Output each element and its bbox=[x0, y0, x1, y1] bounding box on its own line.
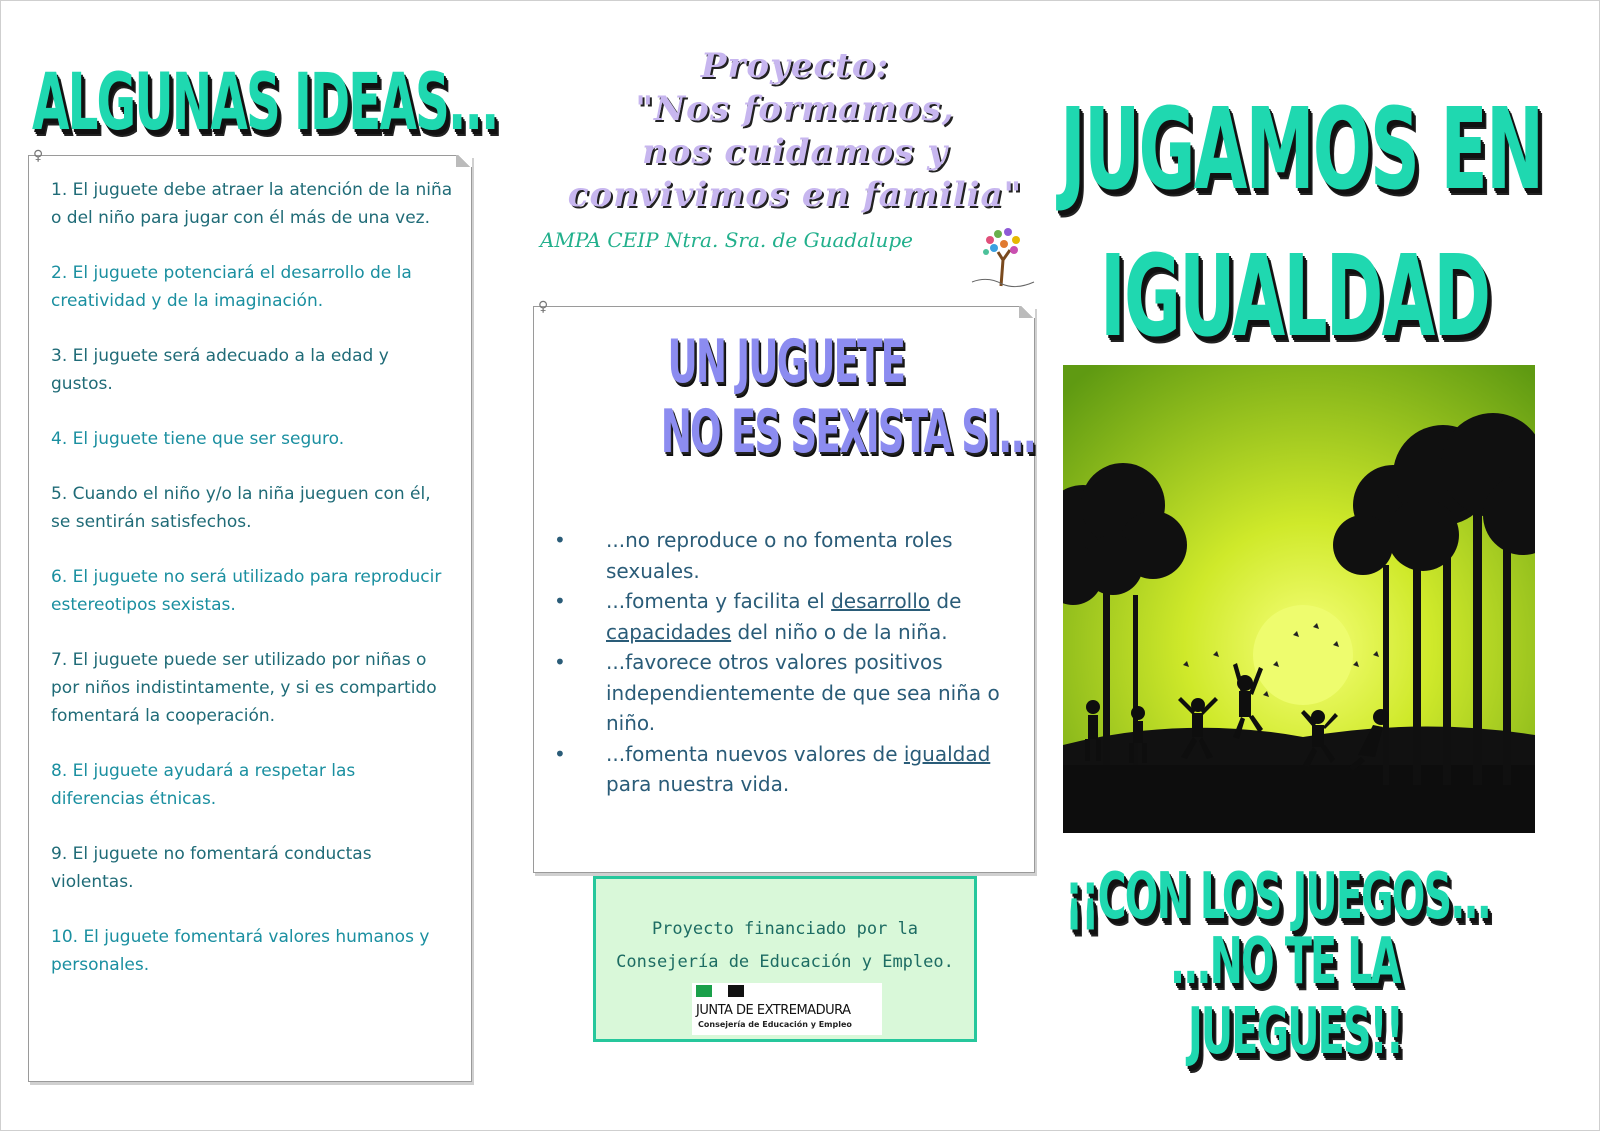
project-line: nos cuidamos y bbox=[642, 132, 948, 172]
funding-text bbox=[596, 913, 974, 979]
project-line: Proyecto: bbox=[700, 46, 890, 86]
idea-item: 1. El juguete debe atraer la atención de la niña o del niño para jugar con él más de una vez. bbox=[51, 180, 453, 228]
flag-black-icon bbox=[728, 985, 744, 997]
criteria-item: • ...favorece otros valores positivos independientemente de que sea niña o niño. bbox=[554, 647, 1004, 739]
funding-line: Proyecto financiado por la bbox=[651, 919, 919, 939]
criteria-item: • ...fomenta nuevos valores de igualdad para nuestra vida. bbox=[554, 739, 1004, 800]
sexist-toy-note bbox=[533, 299, 1035, 873]
idea-item: 4. El juguete tiene que ser seguro. bbox=[51, 429, 345, 449]
idea-item: 5. Cuando el niño y/o la niña jueguen con él, se sentirán satisfechos. bbox=[51, 484, 431, 532]
junta-subtitle: Consejería de Educación y Empleo bbox=[698, 1020, 852, 1029]
idea-item: 8. El juguete ayudará a respetar las diferencias étnicas. bbox=[51, 761, 356, 809]
page-curl bbox=[456, 155, 472, 167]
sexist-title-line-2: NO ES SEXISTA SI... bbox=[660, 397, 1035, 467]
sexist-toy-title bbox=[546, 327, 1035, 467]
idea-item: 3. El juguete será adecuado a la edad y gustos. bbox=[51, 346, 389, 394]
junta-name: JUNTA DE EXTREMADURA bbox=[696, 1003, 851, 1018]
project-title bbox=[525, 45, 1065, 217]
idea-item: 2. El juguete potenciará el desarrollo de la creatividad y de la imaginación. bbox=[51, 263, 412, 311]
idea-item: 6. El juguete no será utilizado para reproducir estereotipos sexistas. bbox=[51, 567, 442, 615]
tree-logo-icon bbox=[968, 226, 1038, 290]
ampa-name: AMPA CEIP Ntra. Sra. de Guadalupe bbox=[540, 228, 914, 252]
ideas-list bbox=[29, 156, 471, 979]
pin-icon: ♀ bbox=[33, 148, 44, 164]
criteria-item: • ...no reproduce o no fomenta roles sexuales. bbox=[554, 525, 1004, 586]
idea-item: 10. El juguete fomentará valores humanos y personales. bbox=[51, 927, 430, 975]
project-line: "Nos formamos, bbox=[635, 89, 955, 129]
ideas-title: ALGUNAS IDEAS... bbox=[32, 58, 498, 148]
project-line: convivimos en familia" bbox=[567, 175, 1023, 215]
flag-green-icon bbox=[696, 985, 712, 997]
funding-line: Consejería de Educación y Empleo. bbox=[616, 952, 954, 972]
children-playing-image bbox=[1063, 365, 1535, 833]
idea-item: 7. El juguete puede ser utilizado por niñas o por niños indistintamente, y si es compartido fomentará la cooperación. bbox=[51, 650, 437, 726]
main-title-line-2: IGUALDAD bbox=[1100, 232, 1490, 362]
page-curl bbox=[1019, 306, 1035, 318]
junta-extremadura-logo bbox=[692, 983, 882, 1035]
sexist-title-line-1: UN JUGUETE bbox=[667, 327, 905, 397]
sun-icon bbox=[1253, 605, 1353, 705]
funding-box bbox=[593, 876, 977, 1042]
slogan-line-1: ¡¡CON LOS JUEGOS... bbox=[1065, 860, 1490, 934]
criteria-item: • ...fomenta y facilita el desarrollo de capacidades del niño o de la niña. bbox=[554, 586, 1004, 647]
idea-item: 9. El juguete no fomentará conductas violentas. bbox=[51, 844, 372, 892]
main-title-line-1: JUGAMOS EN bbox=[1060, 85, 1543, 215]
pin-icon: ♀ bbox=[538, 299, 549, 315]
sexist-toy-criteria-list bbox=[554, 525, 1004, 800]
slogan-line-3: JUEGUES!! bbox=[1188, 995, 1403, 1069]
ideas-note bbox=[28, 148, 472, 1082]
slogan-line-2: ...NO TE LA bbox=[1170, 925, 1400, 999]
